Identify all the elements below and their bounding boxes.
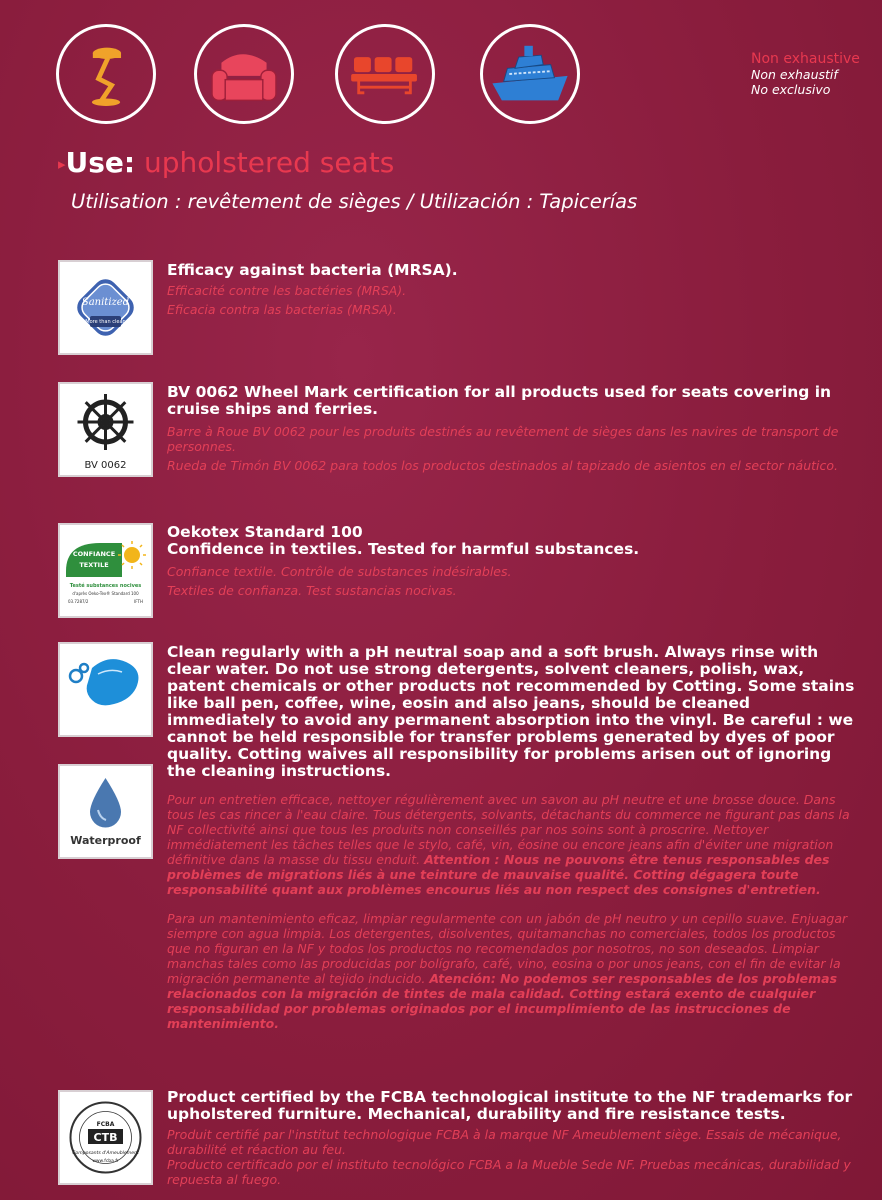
svg-text:Testé substances nocives: Testé substances nocives: [69, 583, 142, 589]
cleaning-fr-warning: Attention : Nous ne pouvons être tenus responsables des problèmes de migrations liés à une teinture de mauvaise qualité. Cotting dégagera toute responsabilité quant aux problèmes encourus liés au non respect des consignes d'entretien.: [167, 852, 830, 897]
use-label: Use:: [65, 146, 136, 179]
fcba-fr: Produit certifié par l'institut technologique FCBA à la marque NF Ameublement siège. Essais de mécanique, durabilité et réaction au feu.: [167, 1127, 842, 1157]
svg-text:BV 0062: BV 0062: [84, 460, 127, 471]
svg-text:d'après Oeko-Tex® Standard 100: d'après Oeko-Tex® Standard 100: [72, 591, 139, 596]
oekotex-logo: [60, 525, 151, 616]
bar-stool-icon: [56, 24, 156, 124]
fcba-text: [167, 1089, 857, 1187]
cruise-ship-icon: [480, 24, 580, 124]
svg-text:FCBA: FCBA: [96, 1121, 115, 1128]
sanitized-en: Efficacy against bacteria (MRSA).: [167, 261, 458, 279]
sanitized-logo: [60, 262, 151, 353]
use-value: upholstered seats: [144, 146, 395, 179]
airport-seating-icon: [335, 24, 435, 124]
oekotex-fr: Confiance textile. Contrôle de substances indésirables.: [167, 564, 512, 579]
triangle-bullet-icon: ▸: [58, 155, 66, 173]
non-exhaustive-fr: Non exhaustif: [751, 67, 838, 82]
use-subtitle: Utilisation : revêtement de sièges / Utilización : Tapicerías: [71, 190, 638, 213]
bv-fr: Barre à Roue BV 0062 pour les produits destinés au revêtement de sièges dans les navires de transport de personnes.: [167, 424, 839, 454]
svg-text:www.fcba.fr: www.fcba.fr: [92, 1159, 119, 1164]
oekotex-es: Textiles de confianza. Test sustancias nocivas.: [167, 583, 457, 598]
sanitized-text: [167, 262, 857, 317]
waterproof-logo: [60, 766, 151, 857]
non-exhaustive-es: No exclusivo: [751, 82, 831, 97]
cleaning-es-body: Para un mantenimiento eficaz, limpiar regularmente con un jabón de pH neutro y un cepillo suave. Enjuagar siempre con agua limpia. Los detergentes, disolventes, quitamanchas no comerciales, todos los productos que no figuran en la NF y todos los productos no recomendados por nosotros, no son deseados. Limpiar manchas tales como las producidas por bolígrafo, café, vino, eosina o por unos jeans, con el fin de evitar la migración permanente al tejido inducido.: [167, 911, 848, 986]
use-title: [58, 146, 394, 179]
svg-text:More than clean: More than clean: [85, 319, 126, 325]
non-exhaustive-note: [751, 52, 860, 97]
svg-text:Waterproof: Waterproof: [70, 834, 141, 847]
cleaning-logo: [60, 644, 151, 735]
svg-text:CONFIANCE: CONFIANCE: [72, 550, 116, 558]
non-exhaustive-en: Non exhaustive: [751, 51, 860, 67]
fcba-logo: [60, 1092, 151, 1183]
sanitized-es: Eficacia contra las bacterias (MRSA).: [167, 302, 397, 317]
svg-text:Composants d'Ameublement: Composants d'Ameublement: [72, 1151, 139, 1156]
bv-en: BV 0062 Wheel Mark certification for all products used for seats covering in cruise ships and ferries.: [167, 383, 832, 418]
cleaning-text: [167, 644, 857, 1031]
svg-text:TEXTILE: TEXTILE: [79, 561, 109, 569]
cleaning-fr: [167, 792, 857, 897]
svg-text:Sanitized: Sanitized: [81, 297, 130, 308]
bv-text: [167, 384, 857, 473]
oekotex-en-title: Oekotex Standard 100: [167, 523, 363, 541]
oekotex-text: [167, 524, 857, 598]
svg-text:CTB: CTB: [93, 1131, 118, 1144]
sanitized-fr: Efficacité contre les bactéries (MRSA).: [167, 283, 407, 298]
armchair-icon: [194, 24, 294, 124]
fcba-es: Producto certificado por el instituto tecnológico FCBA a la Mueble Sede NF. Pruebas mecánicas, durabilidad y repuesta al fuego.: [167, 1157, 851, 1187]
ship-wheel-logo: [60, 384, 151, 475]
bv-es: Rueda de Timón BV 0062 para todos los productos destinados al tapizado de asientos en el sector náutico.: [167, 458, 838, 473]
svg-text:IFTH: IFTH: [134, 599, 143, 604]
cleaning-es: [167, 911, 857, 1031]
cleaning-fr-body: Pour un entretien efficace, nettoyer régulièrement avec un savon au pH neutre et une brosse douce. Dans tous les cas rincer à l'eau claire. Tous détergents, solvants, détachants du commerce ne figurant pas dans la NF collectivité ainsi que tous les produits non conseillés par nos soins sont à proscrire. Nettoyer immédiatement les tâches telles que le stylo, café, vin, éosine ou encore jeans afin d'éviter une migration définitive dans la masse du tissu enduit.: [167, 792, 850, 867]
svg-text:03.7287/2: 03.7287/2: [68, 599, 89, 604]
oekotex-en: Confidence in textiles. Tested for harmful substances.: [167, 540, 640, 558]
cleaning-en: Clean regularly with a pH neutral soap and a soft brush. Always rinse with clear water. Do not use strong detergents, solvent cleaners, polish, wax, patent chemicals or other products not recommended by Cotting. Some stains like ball pen, coffee, wine, eosin and also jeans, should be cleaned immediately to avoid any permanent absorption into the vinyl. Be careful : we cannot be held responsible for transfer problems generated by dyes of poor quality. Cotting waives all responsibility for problems arisen out of ignoring the cleaning instructions.: [167, 643, 855, 780]
fcba-en: Product certified by the FCBA technological institute to the NF trademarks for upholstered furniture. Mechanical, durability and fire resistance tests.: [167, 1088, 853, 1123]
cleaning-es-warning: Atención: No podemos ser responsables de los problemas relacionados con la migración de tintes de mala calidad. Cotting estará exento de cualquier responsabilidad por problemas originados por el incumplimiento de las instrucciones de mantenimiento.: [167, 971, 838, 1031]
